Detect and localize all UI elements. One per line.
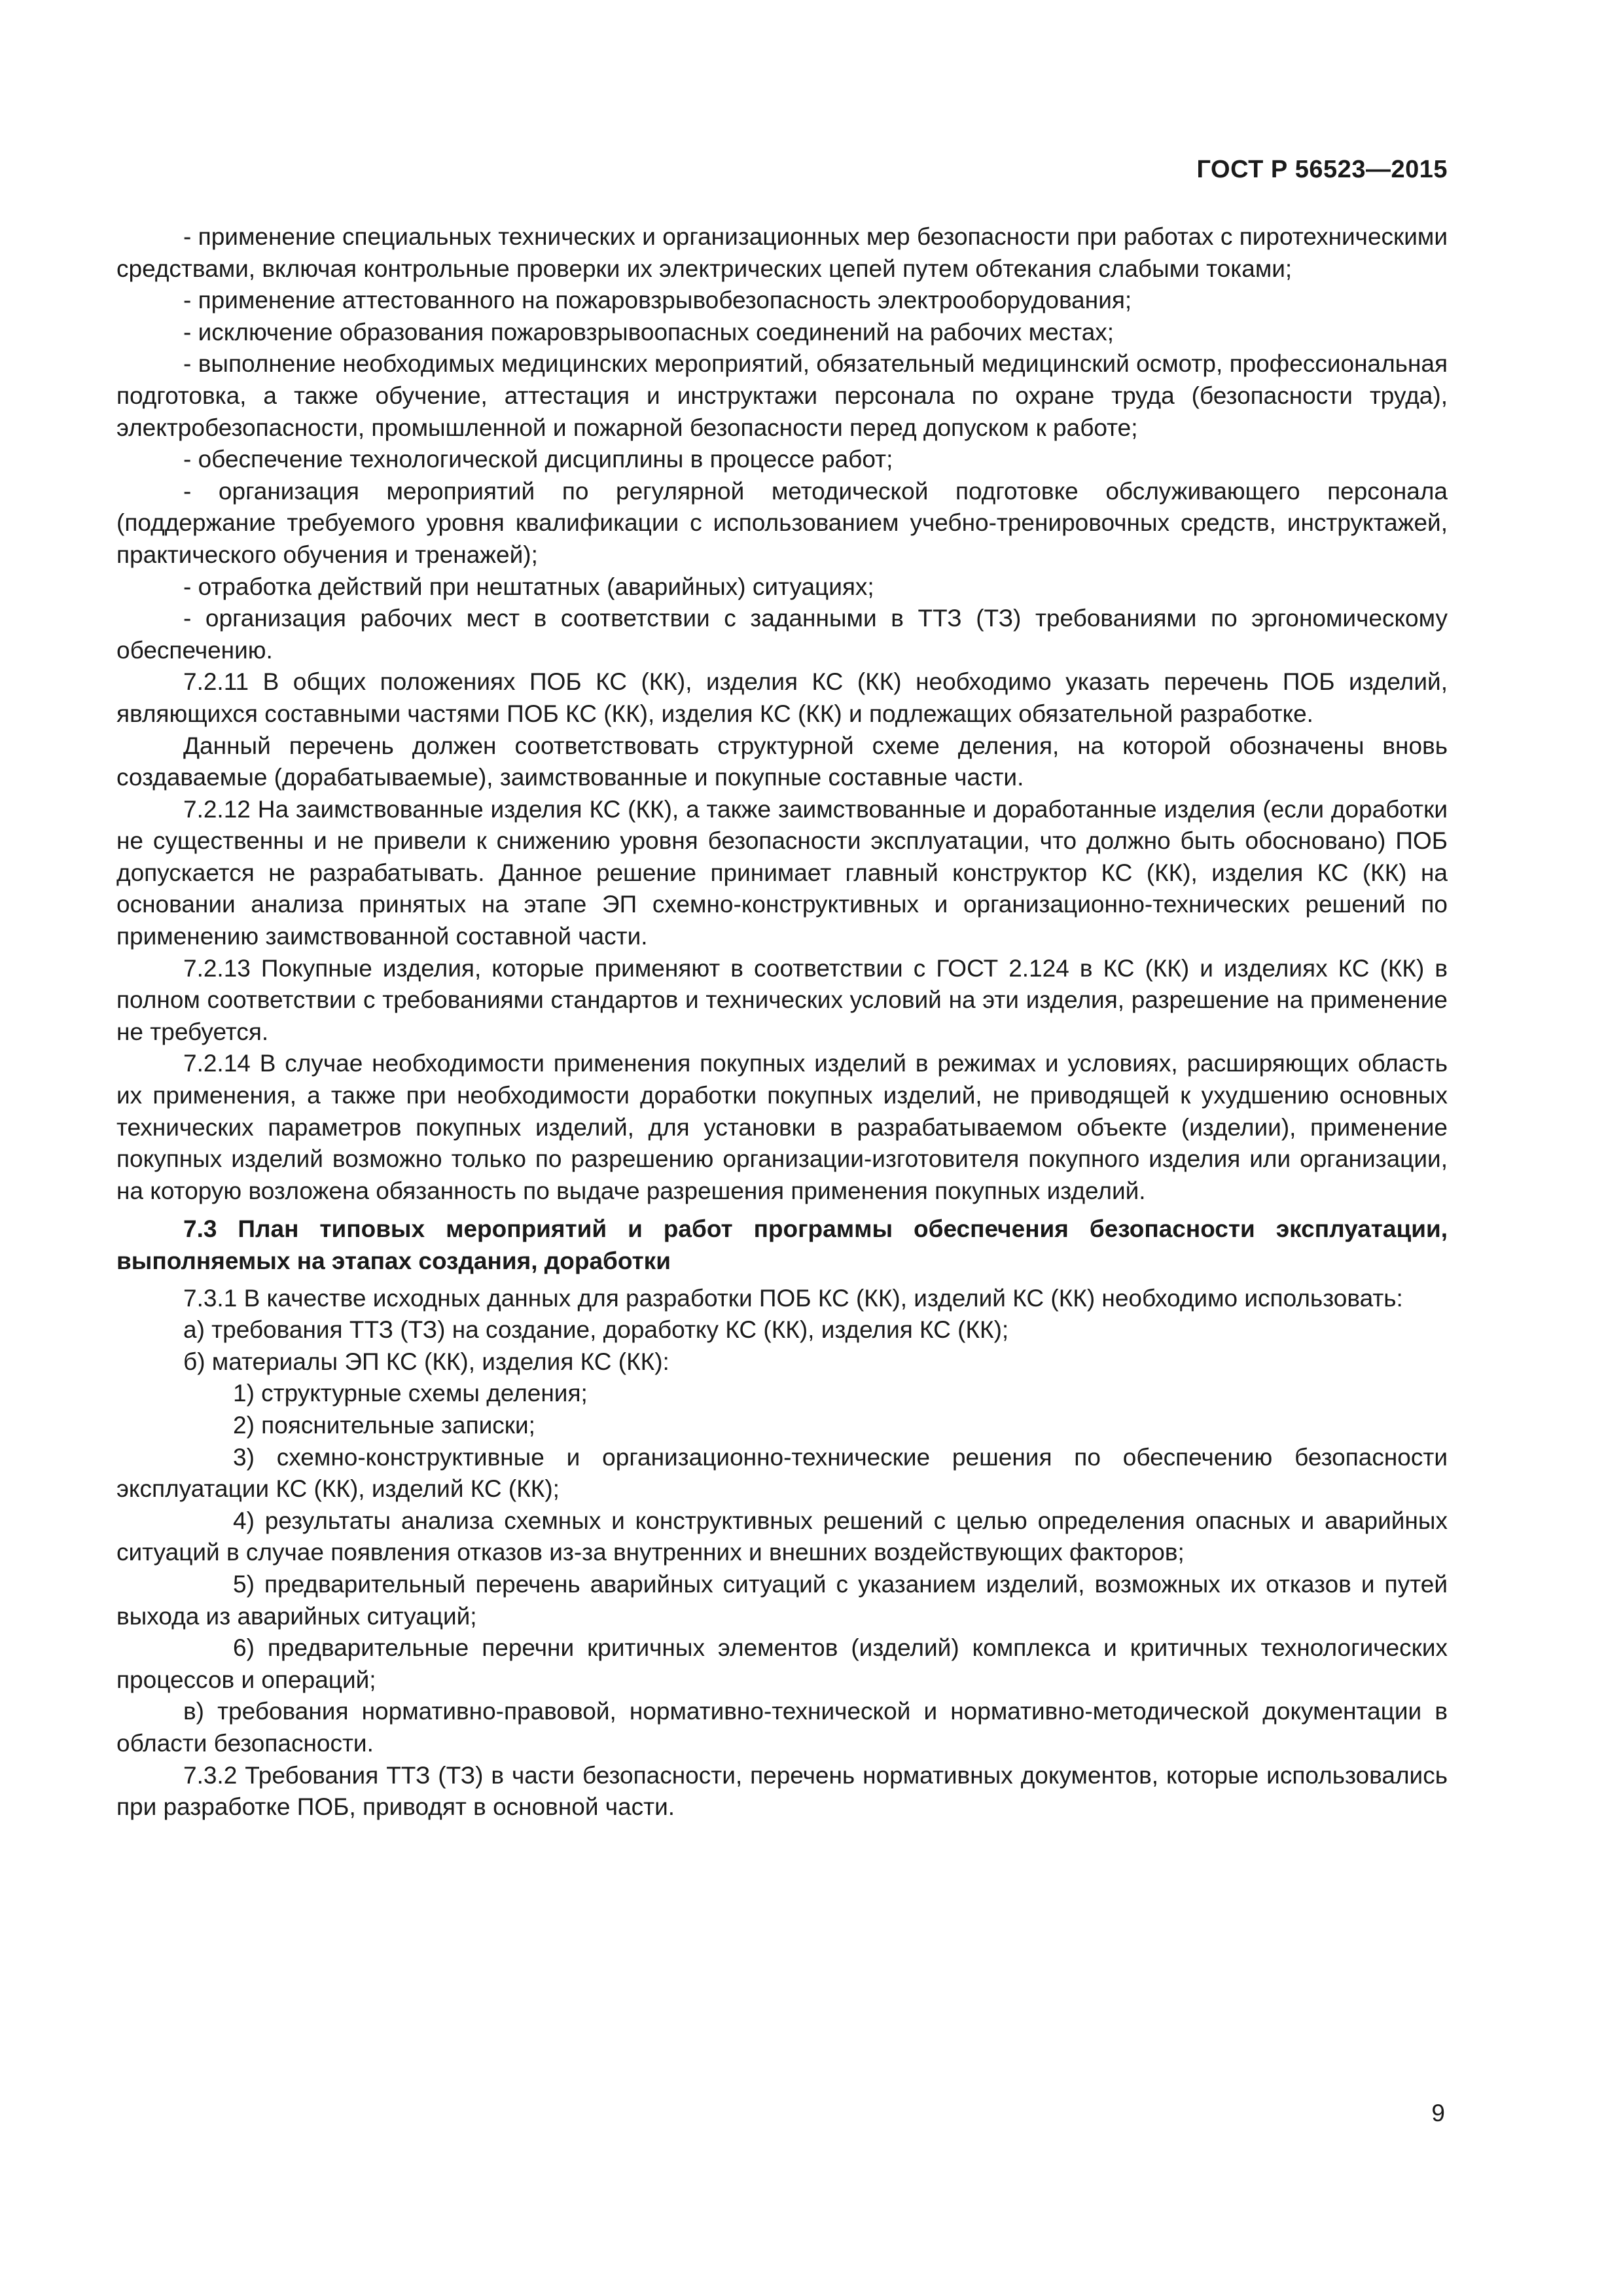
list-item: а) требования ТТЗ (ТЗ) на создание, доработку КС (КК), изделия КС (КК); bbox=[183, 1316, 1009, 1344]
section-heading: 7.3 План типовых мероприятий и работ программы обеспечения безопасности эксплуатации, выполняемых на этапах создания, доработки bbox=[116, 1215, 1448, 1274]
paragraph: 7.2.12 На заимствованные изделия КС (КК), а также заимствованные и доработанные изделия (если доработки не существенны и не привели к снижению уровня безопасности эксплуатации, что должно быть обосновано) ПОБ допускается не разрабатывать. Данное решение принимает главный конструктор КС (КК), изделия КС (КК) на основании анализа принятых на этапе ЭП схемно-конструктивных и организационно-технических решений по применению заимствованной составной части. bbox=[116, 795, 1448, 950]
sub-list-item: 3) схемно-конструктивные и организационно-технические решения по обеспечению безопасности эксплуатации КС (КК), изделий КС (КК); bbox=[116, 1443, 1448, 1503]
paragraph: - организация рабочих мест в соответствии с заданными в ТТЗ (ТЗ) требованиями по эргономическому обеспечению. bbox=[116, 605, 1448, 664]
list-item: в) требования нормативно-правовой, нормативно-технической и нормативно-методической документации в области безопасности. bbox=[116, 1698, 1448, 1757]
paragraph: - применение специальных технических и организационных мер безопасности при работах с пиротехническими средствами, включая контрольные проверки их электрических цепей путем обтекания слабыми токами; bbox=[116, 223, 1448, 282]
paragraph: 7.2.13 Покупные изделия, которые применяют в соответствии с ГОСТ 2.124 в КС (КК) и изделиях КС (КК) в полном соответствии с требованиями стандартов и технических условий на эти изделия, разрешение на применение не требуется. bbox=[116, 954, 1448, 1045]
paragraph: 7.2.14 В случае необходимости применения покупных изделий в режимах и условиях, расширяющих область их применения, а также при необходимости доработки покупных изделий, не приводящей к ухудшению основных технических параметров покупных изделий, для установки в разрабатываемом объекте (изделии), применение покупных изделий возможно только по разрешению организации-изготовителя покупного изделия или организации, на которую возложена обязанность по выдаче разрешения применения покупных изделий. bbox=[116, 1050, 1448, 1204]
paragraph: 7.3.1 В качестве исходных данных для разработки ПОБ КС (КК), изделий КС (КК) необходимо использовать: bbox=[183, 1284, 1403, 1312]
paragraph: 7.2.11 В общих положениях ПОБ КС (КК), изделия КС (КК) необходимо указать перечень ПОБ изделий, являющихся составными частями ПОБ КС (КК), изделия КС (КК) и подлежащих обязательной разработке. bbox=[116, 668, 1448, 727]
sub-list-item: 5) предварительный перечень аварийных ситуаций с указанием изделий, возможных их отказов и путей выхода из аварийных ситуаций; bbox=[116, 1570, 1448, 1630]
paragraph: - применение аттестованного на пожаровзрывобезопасность электрооборудования; bbox=[183, 287, 1132, 314]
paragraph: - исключение образования пожаровзрывоопасных соединений на рабочих местах; bbox=[183, 318, 1115, 346]
document-body bbox=[116, 221, 1448, 1823]
paragraph: - организация мероприятий по регулярной методической подготовке обслуживающего персонала (поддержание требуемого уровня квалификации с использованием учебно-тренировочных средств, инструктажей, практического обучения и тренажей); bbox=[116, 477, 1448, 568]
paragraph: - обеспечение технологической дисциплины в процессе работ; bbox=[183, 446, 893, 473]
sub-list-item: 4) результаты анализа схемных и конструктивных решений с целью определения опасных и аварийных ситуаций в случае появления отказов из-за внутренних и внешних воздействующих факторов; bbox=[116, 1507, 1448, 1566]
sub-list-item: 1) структурные схемы деления; bbox=[233, 1380, 588, 1407]
sub-list-item: 6) предварительные перечни критичных элементов (изделий) комплекса и критичных технологических процессов и операций; bbox=[116, 1634, 1448, 1693]
sub-list-item: 2) пояснительные записки; bbox=[233, 1411, 535, 1439]
paragraph: Данный перечень должен соответствовать структурной схеме деления, на которой обозначены вновь создаваемые (дорабатываемые), заимствованные и покупные составные части. bbox=[116, 732, 1448, 791]
paragraph: - отработка действий при нештатных (аварийных) ситуациях; bbox=[183, 573, 874, 600]
document-header: ГОСТ Р 56523—2015 bbox=[1196, 156, 1448, 183]
page-number: 9 bbox=[1431, 2100, 1445, 2126]
list-item: б) материалы ЭП КС (КК), изделия КС (КК): bbox=[183, 1348, 669, 1375]
paragraph: 7.3.2 Требования ТТЗ (ТЗ) в части безопасности, перечень нормативных документов, которые использовались при разработке ПОБ, приводят в основной части. bbox=[116, 1761, 1448, 1821]
paragraph: - выполнение необходимых медицинских мероприятий, обязательный медицинский осмотр, профессиональная подготовка, а также обучение, аттестация и инструктажи персонала по охране труда (безопасности труда), электробезопасности, промышленной и пожарной безопасности перед допуском к работе; bbox=[116, 350, 1448, 441]
